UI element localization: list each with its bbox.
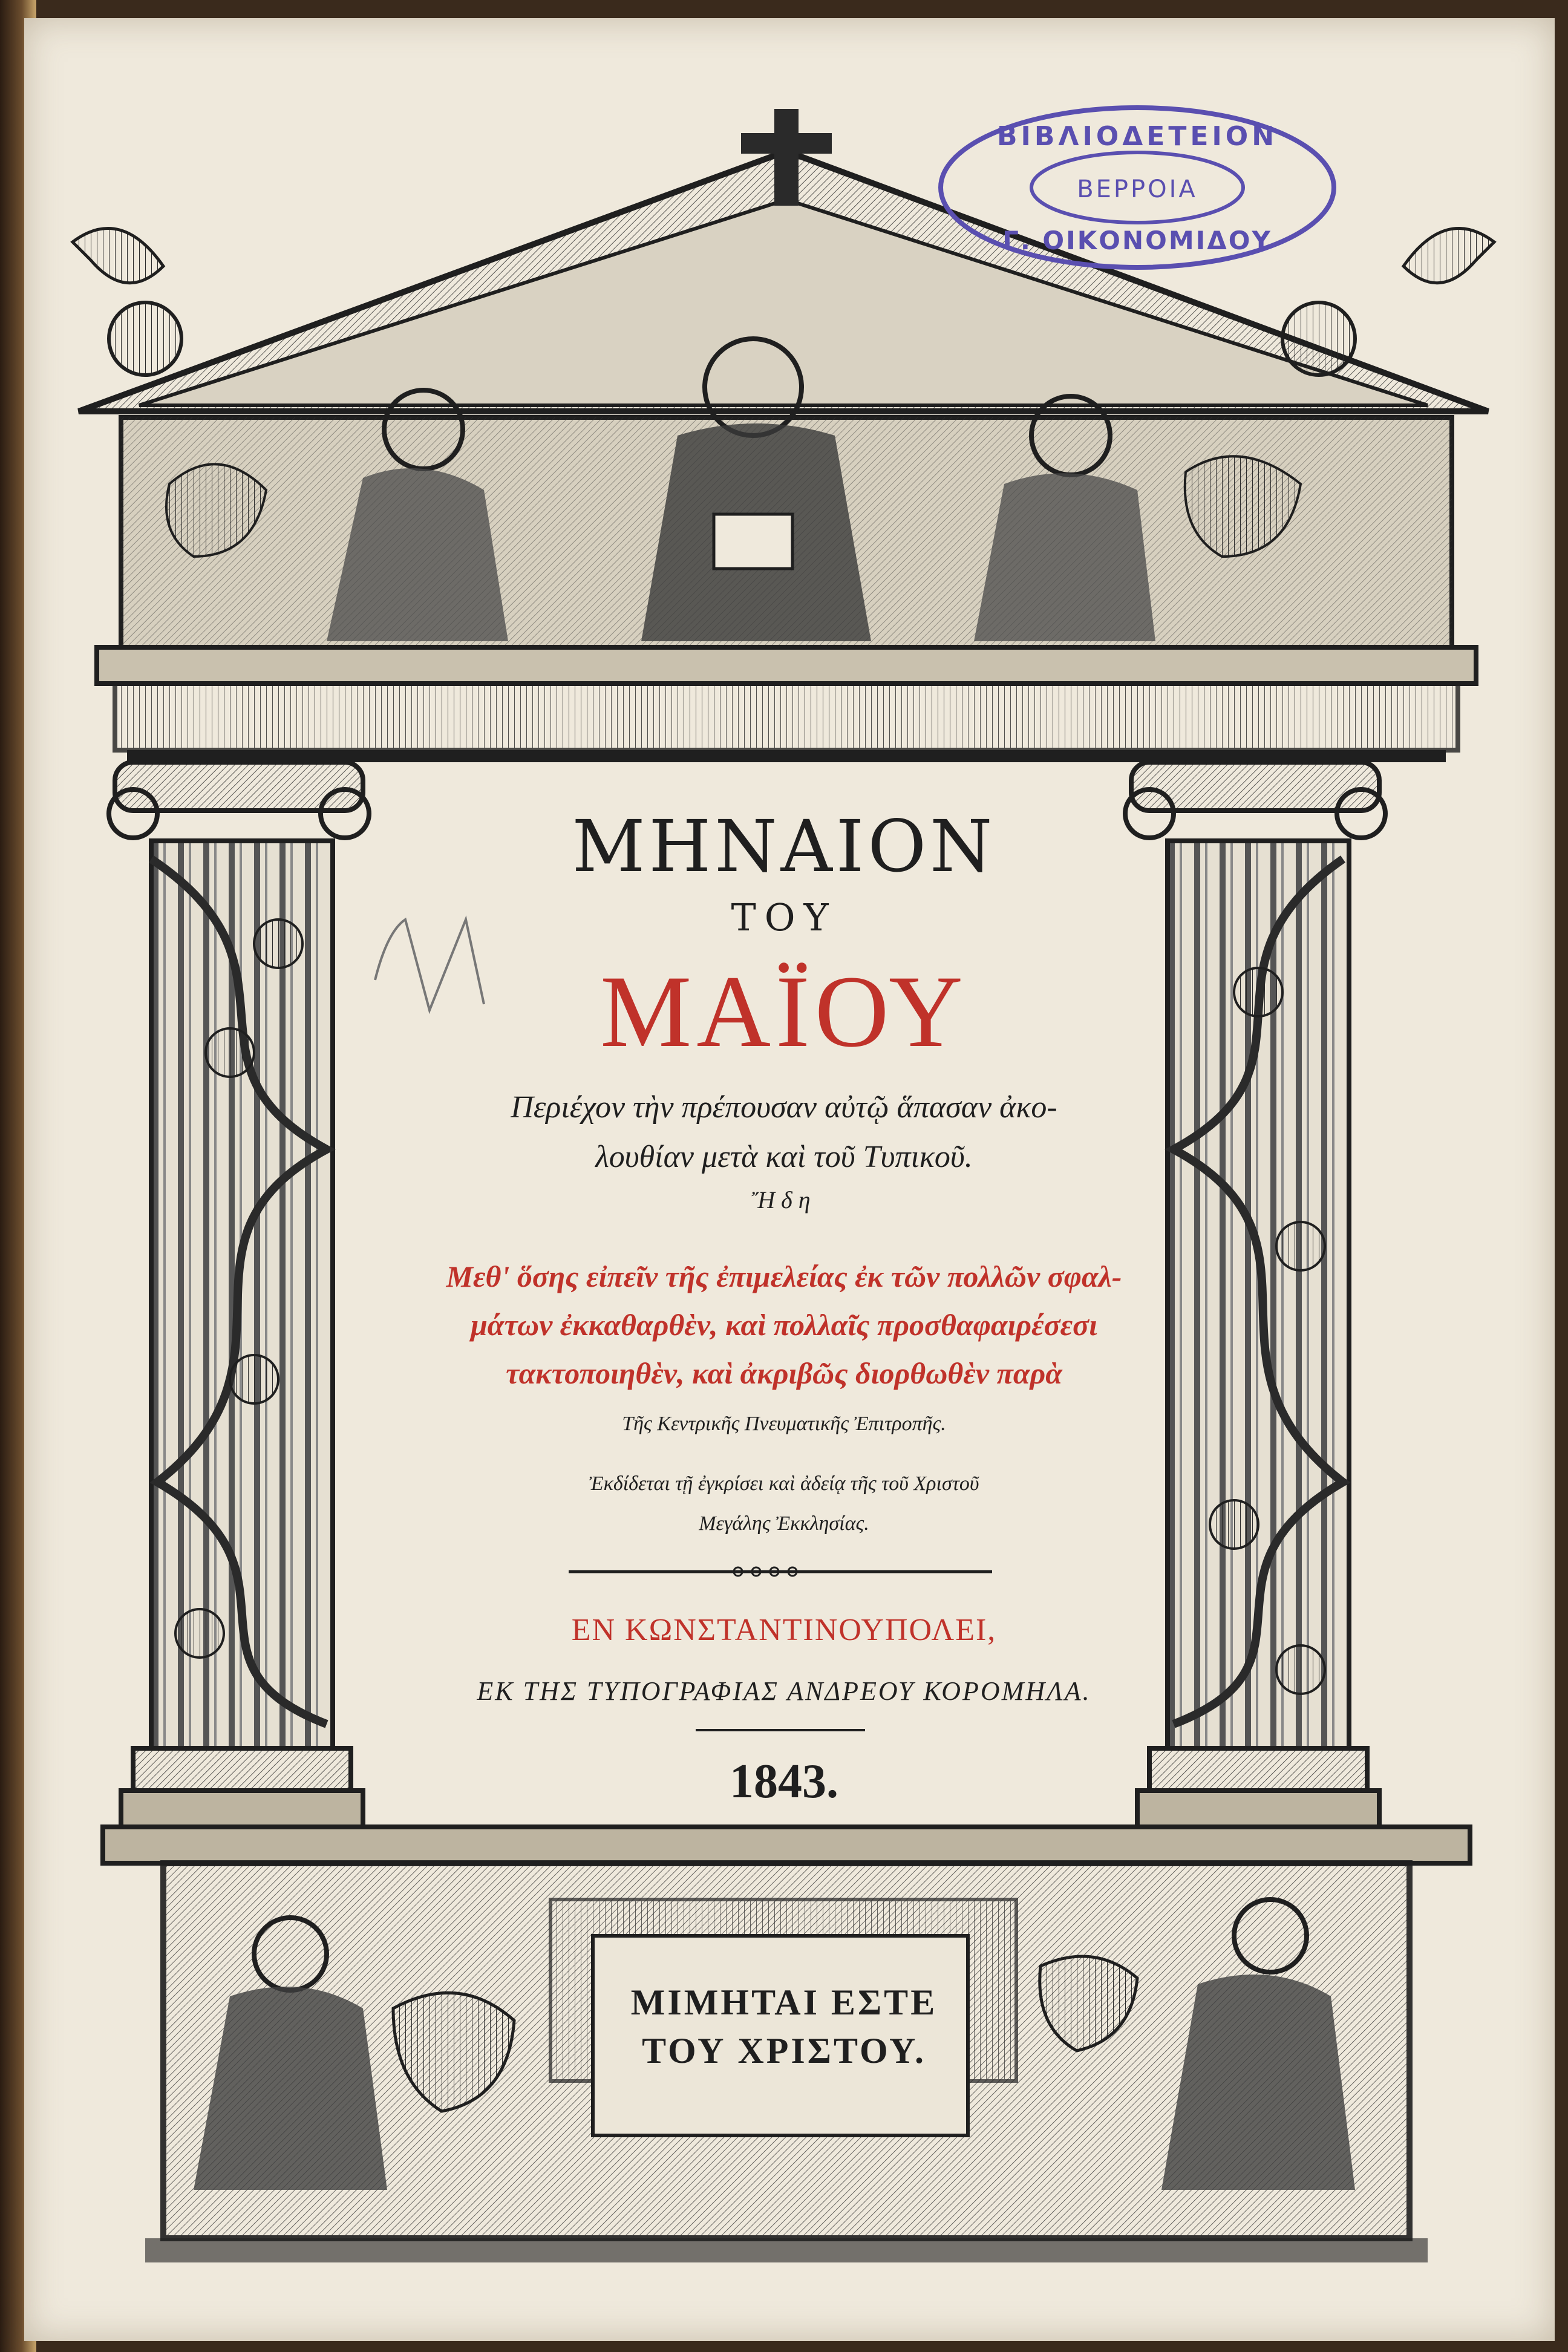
issued-line: Ἐκδίδεται τῇ ἐγκρίσει καὶ ἀδείᾳ τῆς τοῦ Χριστοῦ xyxy=(589,1472,979,1495)
publication-year: 1843. xyxy=(730,1755,838,1808)
motto-line: ΜΙΜΗΤΑΙ ΕΣΤΕ xyxy=(630,1982,938,2022)
month-title: ΜΑΪΟΥ xyxy=(600,955,968,1068)
issued-note xyxy=(324,1464,1244,1544)
corrections-line: μάτων ἐκκαθαρθὲν, καὶ πολλαῖς προσθαφαιρέσεσι xyxy=(470,1308,1097,1342)
stamp-top-text: ΒΙΒΛΙΟΔΕΤΕΙΟΝ xyxy=(996,121,1278,152)
title-article: ΤΟΥ xyxy=(731,895,837,939)
stamp-middle-text: ΒΕΡΡΟΙΑ xyxy=(1077,175,1198,203)
issued-line: Μεγάλης Ἐκκλησίας. xyxy=(699,1512,869,1535)
committee-line: Τῆς Κεντρικῆς Πνευματικῆς Ἐπιτροπῆς. xyxy=(622,1413,946,1435)
description-line: Περιέχον τὴν πρέπουσαν αὐτῷ ἅπασαν ἀκο- xyxy=(511,1090,1057,1125)
imprint-press: ΕΚ ΤΗΣ ΤΥΠΟΓΡΑΦΙΑΣ ΑΝΔΡΕΟΥ ΚΟΡΟΜΗΛΑ. xyxy=(477,1676,1091,1706)
corrections-line: Μεθ' ὅσης εἰπεῖν τῆς ἐπιμελείας ἐκ τῶν πολλῶν σφαλ- xyxy=(446,1259,1122,1293)
stamp-bottom-text: Γ. ΟΙΚΟΝΟΜΙΔΟΥ xyxy=(1002,226,1272,255)
corrections-note xyxy=(324,1252,1244,1397)
description-line: λουθίαν μετὰ καὶ τοῦ Τυπικοῦ. xyxy=(595,1140,973,1174)
library-stamp xyxy=(932,97,1343,278)
idi-word: Ἤδη xyxy=(751,1186,817,1214)
imprint-city: ΕΝ ΚΩΝΣΤΑΝΤΙΝΟΥΠΟΛΕΙ, xyxy=(571,1613,997,1647)
motto xyxy=(0,1978,1568,2075)
entablature xyxy=(97,647,1476,762)
corrections-line: τακτοποιηθὲν, καὶ ἀκριβῶς διορθωθὲν παρὰ xyxy=(506,1356,1062,1390)
motto-line: ΤΟΥ ΧΡΙΣΤΟΥ. xyxy=(642,2031,926,2071)
description xyxy=(324,1083,1244,1182)
book-title: ΜΗΝΑΙΟΝ xyxy=(572,805,996,888)
